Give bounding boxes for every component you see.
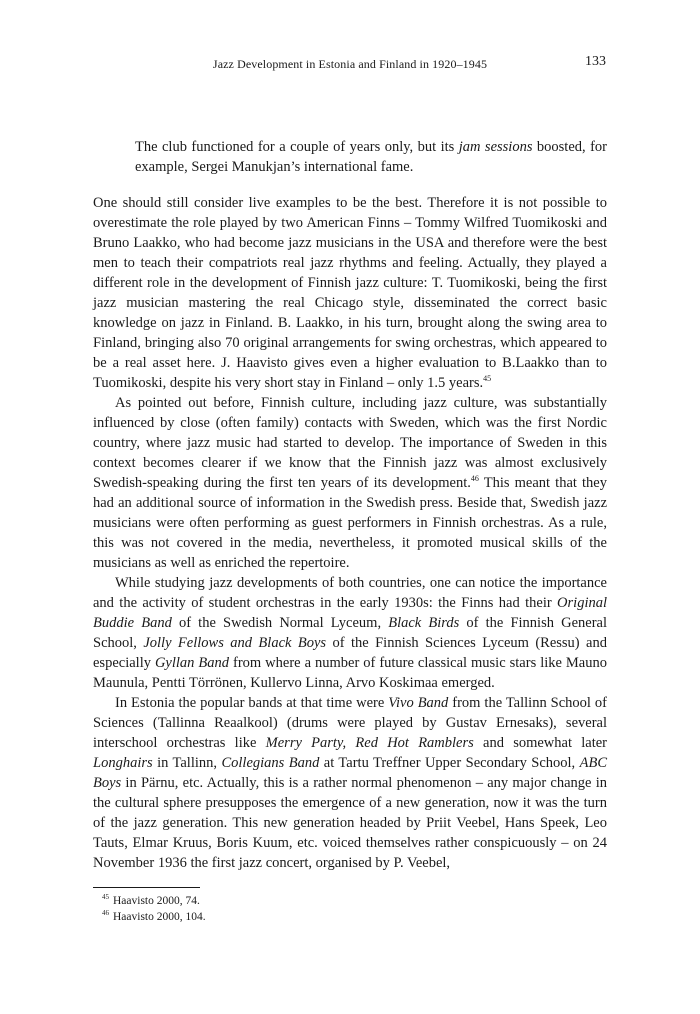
paragraph-1: One should still consider live examples to be the best. Therefore it is not possible to overestimate the role played by two American Finns – Tommy Wilfred Tuomikoski and Bruno Laakko, who had become jazz musicians in the USA and therefore were the best men to teach their compatriots real jazz rhythms and feeling. Actually, they played a different role in the development of Finnish jazz culture: T. Tuomikoski, being the first jazz musician mastering the real Chicago style, disseminated the correct basic knowledge on jazz in Finland. B. Laakko, in his turn, brought along the swing area to Finland, bringing also 70 original arrangements for swing orchestras, which appeared to be a real asset here. J. Haavisto gives even a higher evaluation to B.Laakko than to Tuomikoski, despite his very short stay in Finland – only 1.5 years.$^{45}$ — [93, 195, 607, 391]
running-head: Jazz Development in Estonia and Finland in 1920–1945 — [212, 57, 488, 71]
paragraph-2: As pointed out before, Finnish culture, including jazz culture, was substantially influenced by close (often family) contacts with Sweden, which was the first Nordic country, where jazz music had started to develop. The importance of Sweden in this context becomes clearer if we know that the Finnish jazz was almost exclusively Swedish-speaking during the first ten years of its development.$^{46}$ This meant that they had an additional source of information in the Swedish press. Beside that, Swedish jazz musicians were often performing as guest performers in Finnish orchestras. As a rule, this was not covered in the media, nevertheless, it promoted musical skills of the musicians as well as enriched the repertoire. — [93, 395, 607, 571]
italic-term: jam sessions — [458, 139, 533, 155]
block-quote: The club functioned for a couple of years only, but its jam sessions boosted, for example, Sergei Manukjan’s international fame. — [135, 139, 607, 175]
footnote-ref: 46 — [470, 474, 479, 484]
footnote-ref: 45 — [483, 374, 492, 384]
body-text — [93, 193, 607, 873]
footnote-45: $^{45}$ Haavisto 2000, 74. — [102, 893, 200, 907]
page-header — [0, 54, 700, 74]
footnotes — [102, 893, 206, 925]
footnote-divider — [93, 887, 200, 888]
paragraph-4: In Estonia the popular bands at that time were Vivo Band from the Tallinn School of Sciences (Tallinna Reaalkool) (drums were played by Gustav Ernesaks), several interschool orchestras like Merry Party, Red Hot Ramblers and somewhat later Longhairs in Tallinn, Collegians Band at Tartu Treffner Upper Secondary School, ABC Boys in Pärnu, etc. Actually, this is a rather normal phenomenon – any major change in the cultural sphere presupposes the emergence of a new generation, now it was the turn of the jazz generation. This new generation headed by Priit Veebel, Hans Speek, Leo Tauts, Elmar Kruus, Boris Kuum, etc. voiced themselves rather conspicuously – on 24 November 1936 the first jazz concert, organised by P. Veebel, — [93, 695, 607, 871]
page-number: 133 — [585, 54, 606, 69]
footnote-46: $^{46}$ Haavisto 2000, 104. — [102, 909, 206, 923]
paragraph-3: While studying jazz developments of both countries, one can notice the importance and the activity of student orchestras in the early 1930s: the Finns had their Original Buddie Band of the Swedish Normal Lyceum, Black Birds of the Finnish General School, Jolly Fellows and Black Boys of the Finnish Sciences Lyceum (Ressu) and especially Gyllan Band from where a number of future classical music stars like Mauno Maunula, Pentti Törrönen, Kullervo Linna, Arvo Koskimaa emerged. — [93, 575, 607, 691]
